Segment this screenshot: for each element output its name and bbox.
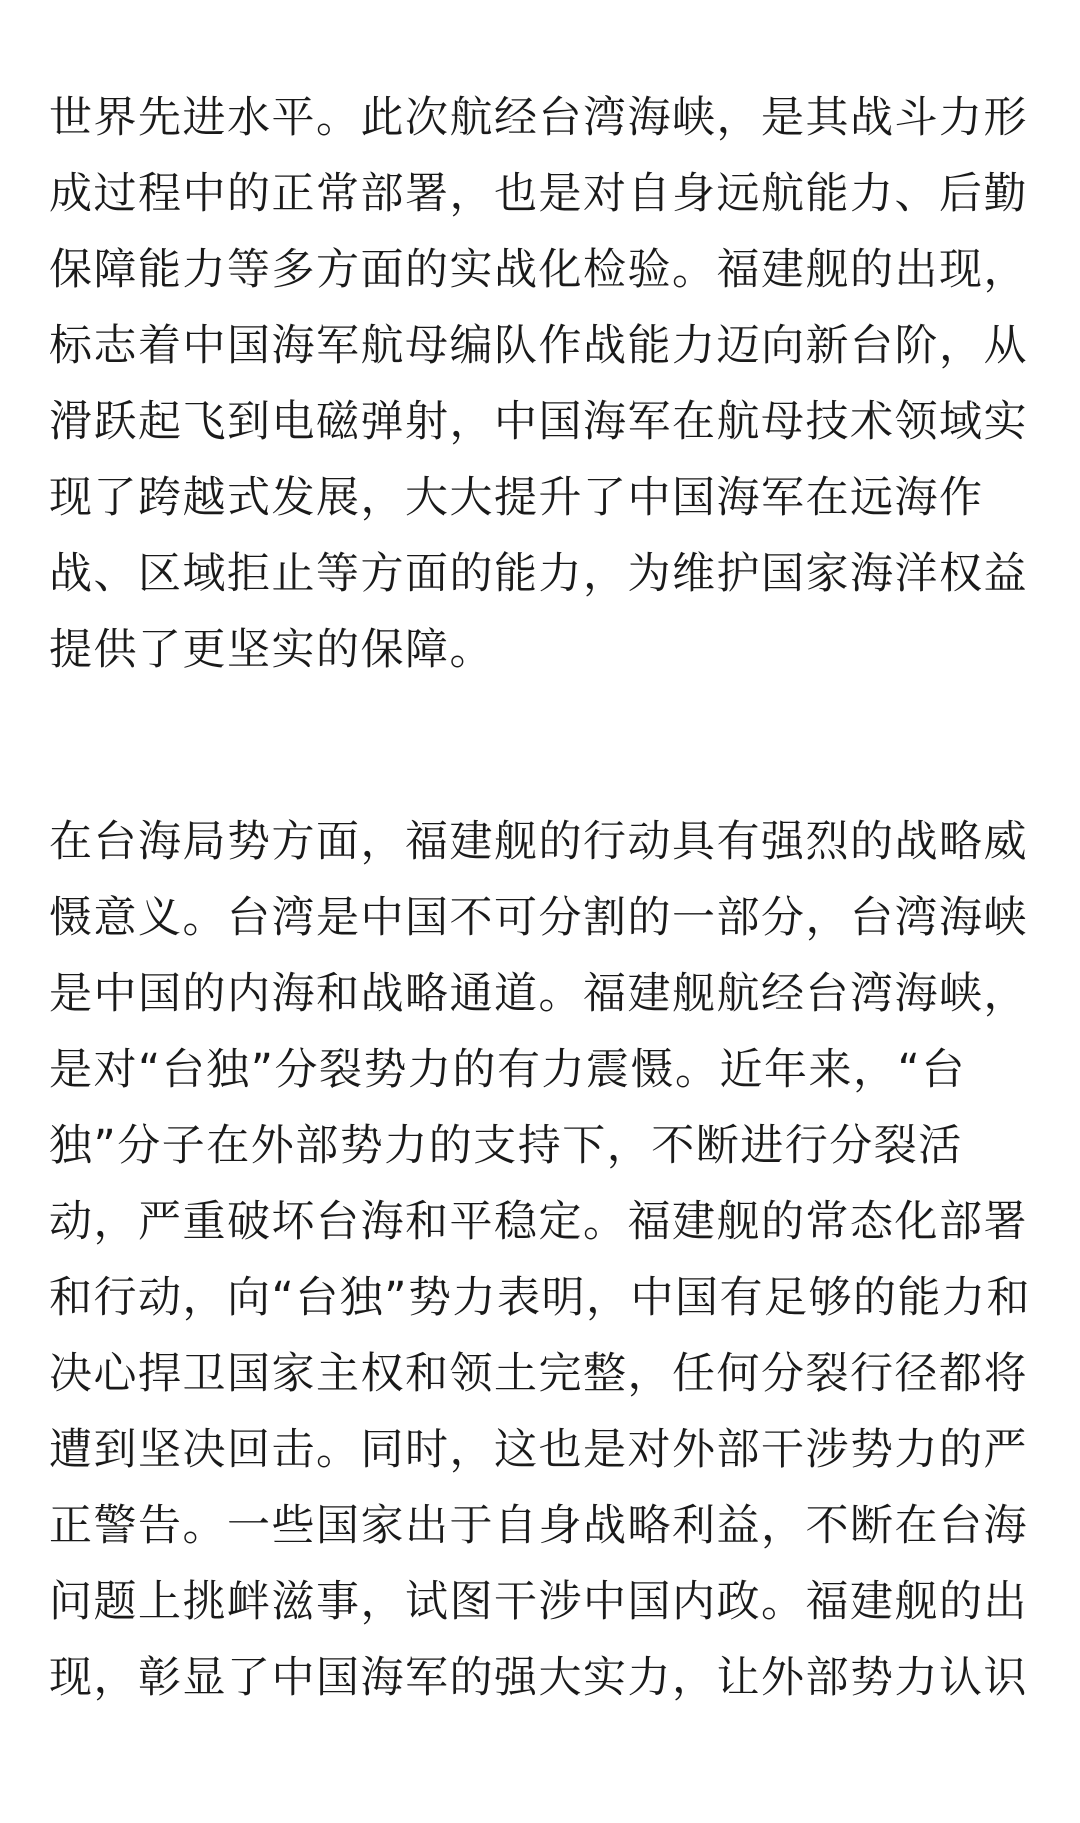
text-line: 决心捍卫国家主权和领土完整，任何分裂行径都将 xyxy=(49,1349,1028,1399)
text-line: 慑意义。台湾是中国不可分割的一部分，台湾海峡 xyxy=(49,893,1028,943)
text-line: 动，严重破坏台海和平稳定。福建舰的常态化部署 xyxy=(49,1197,1028,1247)
text-line: 正警告。一些国家出于自身战略利益，不断在台海 xyxy=(49,1501,1028,1551)
paragraph-1 xyxy=(49,80,1039,688)
paragraph-2 xyxy=(49,804,1039,1716)
text-line: 滑跃起飞到电磁弹射，中国海军在航母技术领域实 xyxy=(49,397,1028,447)
text-line: 提供了更坚实的保障。 xyxy=(49,625,494,675)
text-line: 现，彰显了中国海军的强大实力，让外部势力认识 xyxy=(49,1653,1028,1703)
text-line: 问题上挑衅滋事，试图干涉中国内政。福建舰的出 xyxy=(49,1577,1028,1627)
text-line: 在台海局势方面，福建舰的行动具有强烈的战略威 xyxy=(49,817,1028,867)
text-line: 战、区域拒止等方面的能力，为维护国家海洋权益 xyxy=(49,549,1028,599)
text-line: 和行动，向“台独”势力表明，中国有足够的能力和 xyxy=(49,1273,1032,1323)
text-line: 现了跨越式发展，大大提升了中国海军在远海作 xyxy=(49,473,984,523)
text-line: 是中国的内海和战略通道。福建舰航经台湾海峡， xyxy=(49,969,1028,1019)
text-line: 是对“台独”分裂势力的有力震慑。近年来，“台 xyxy=(49,1045,966,1095)
text-line: 世界先进水平。此次航经台湾海峡，是其战斗力形 xyxy=(49,93,1028,143)
text-line: 独”分子在外部势力的支持下，不断进行分裂活 xyxy=(49,1121,963,1171)
text-line: 成过程中的正常部署，也是对自身远航能力、后勤 xyxy=(49,169,1028,219)
text-line: 标志着中国海军航母编队作战能力迈向新台阶，从 xyxy=(49,321,1028,371)
text-line: 遭到坚决回击。同时，这也是对外部干涉势力的严 xyxy=(49,1425,1028,1475)
article-body xyxy=(49,80,1039,1716)
paragraph-gap xyxy=(49,688,1039,804)
text-line: 保障能力等多方面的实战化检验。福建舰的出现， xyxy=(49,245,1028,295)
